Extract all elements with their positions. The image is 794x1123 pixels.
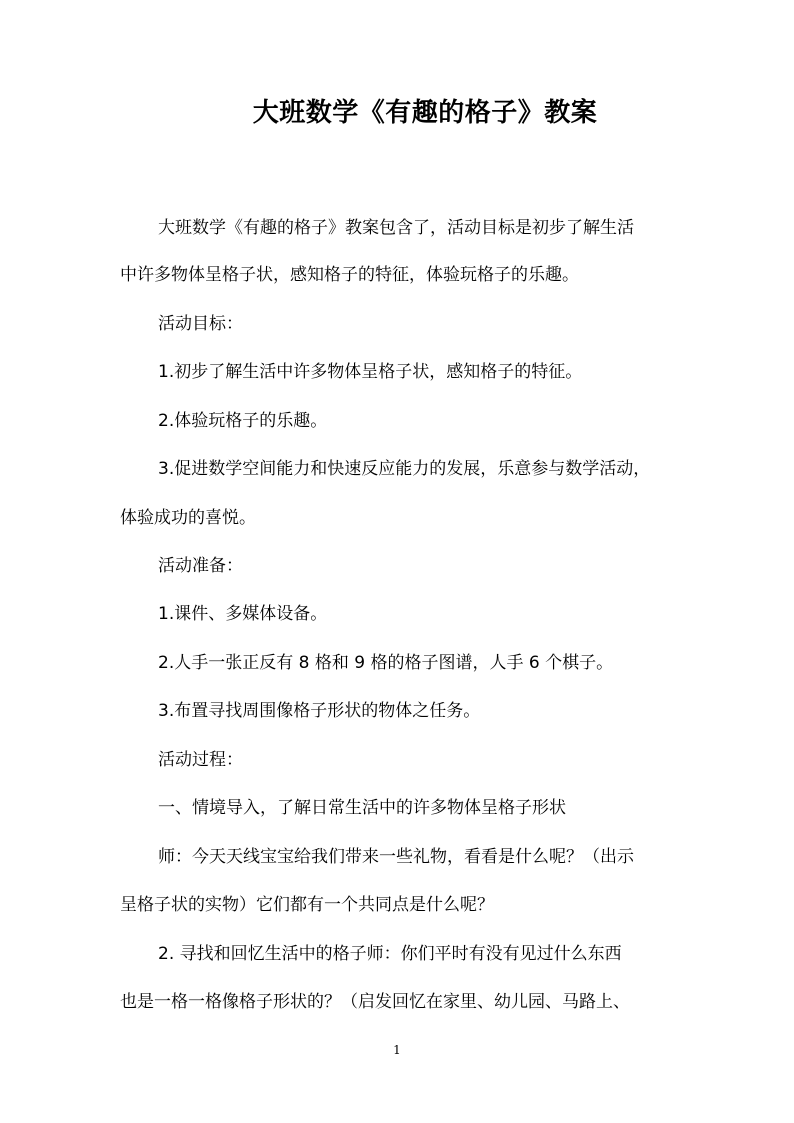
process-step-1-text-line-1: 师：今天天线宝宝给我们带来一些礼物，看看是什么呢？（出示 [158,847,634,867]
document-title: 大班数学《有趣的格子》教案 [252,98,598,128]
process-step-2-text-line-1: 2. 寻找和回忆生活中的格子师：你们平时有没有见过什么东西 [158,944,622,964]
section-heading-process: 活动过程： [158,750,243,770]
goal-item-3-line-1: 3.促进数学空间能力和快速反应能力的发展，乐意参与数学活动， [158,459,651,479]
preparation-item-2: 2.人手一张正反有 8 格和 9 格的格子图谱，人手 6 个棋子。 [158,653,614,673]
goal-item-3-line-2: 体验成功的喜悦。 [120,508,256,528]
goal-item-2: 2.体验玩格子的乐趣。 [158,411,328,431]
page-number: 1 [393,1043,401,1057]
paragraph-intro-line-1: 大班数学《有趣的格子》教案包含了，活动目标是初步了解生活 [158,218,634,238]
section-heading-goals: 活动目标： [158,314,243,334]
preparation-item-3: 3.布置寻找周围像格子形状的物体之任务。 [158,701,481,721]
goal-item-1: 1.初步了解生活中许多物体呈格子状，感知格子的特征。 [158,362,583,382]
process-step-1-text-line-2: 呈格子状的实物）它们都有一个共同点是什么呢？ [120,895,494,915]
preparation-item-1: 1.课件、多媒体设备。 [158,604,328,624]
process-step-2-text-line-2: 也是一格一格像格子形状的？（启发回忆在家里、幼儿园、马路上、 [120,992,630,1012]
process-step-1-heading: 一、情境导入，了解日常生活中的许多物体呈格子形状 [158,798,566,818]
section-heading-preparation: 活动准备： [158,556,243,576]
paragraph-intro-line-2: 中许多物体呈格子状，感知格子的特征，体验玩格子的乐趣。 [120,265,579,285]
